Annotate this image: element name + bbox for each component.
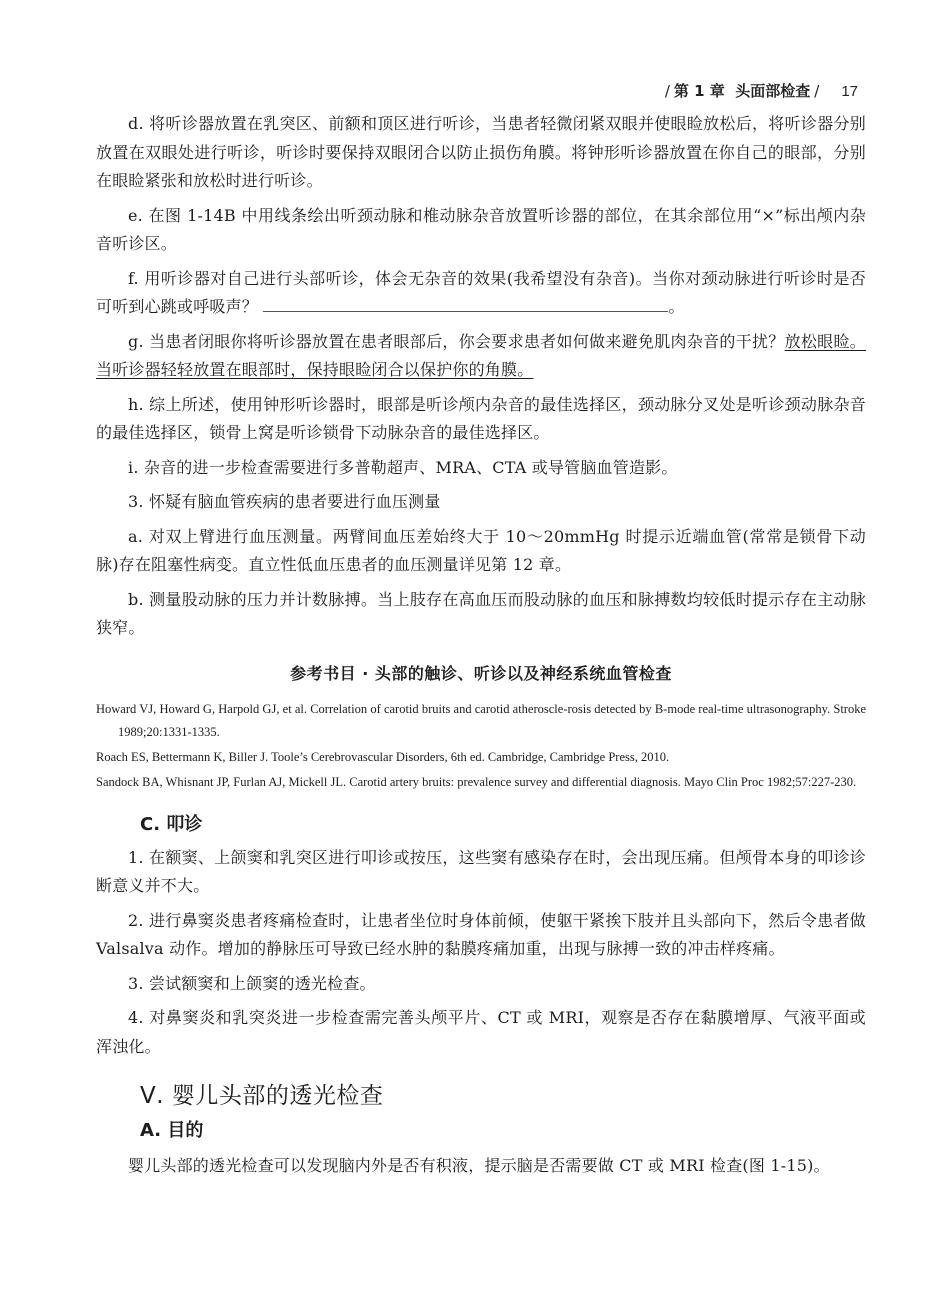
paragraph-i: i. 杂音的进一步检查需要进行多普勒超声、MRA、CTA 或导管脑血管造影。 (128, 457, 678, 477)
paragraph-g-answer: 放松眼睑。当听诊器轻轻放置在眼部时，保持眼睑闭合以保护你的角膜。 (96, 331, 866, 379)
header-slash-right: / (814, 82, 820, 100)
paragraph-f (96, 265, 866, 322)
paragraph-f-text: f. 用听诊器对自己进行头部听诊，体会无杂音的效果(我希望没有杂音)。当你对颈动脉进行听诊时是否可听到心跳或呼吸声？ (96, 268, 866, 316)
reference-item: Roach ES, Bettermann K, Biller J. Toole’s Cerebrovascular Disorders, 6th ed. Cambridge, Cambridge Press, 2010. (96, 749, 670, 764)
page-number: 17 (841, 83, 858, 100)
chapter-label: 第 1 章 (673, 82, 725, 100)
paragraph-h: h. 综上所述，使用钟形听诊器时，眼部是听诊颅内杂音的最佳选择区，颈动脉分叉处是听诊颈动脉杂音的最佳选择区，锁骨上窝是听诊锁骨下动脉杂音的最佳选择区。 (96, 394, 866, 442)
reference-item: Sandock BA, Whisnant JP, Furlan AJ, Mickell JL. Carotid artery bruits: prevalence survey and differential diagnosis. Mayo Clin Proc 1982;57:227-230. (96, 774, 857, 789)
paragraph-f-end: 。 (668, 297, 685, 316)
paragraph-3a: a. 对双上臂进行血压测量。两臂间血压差始终大于 10～20mmHg 时提示近端血管(常常是锁骨下动脉)存在阻塞性病变。直立性低血压患者的血压测量详见第 12 章。 (96, 526, 866, 574)
section-c-item-2: 2. 进行鼻窦炎患者疼痛检查时，让患者坐位时身体前倾，使躯干紧挨下肢并且头部向下，然后令患者做 Valsalva 动作。增加的静脉压可导致已经水肿的黏膜疼痛加重，出现与脉搏一致的冲击样疼痛。 (96, 910, 866, 958)
paragraph-g (96, 328, 866, 385)
running-header (661, 80, 858, 101)
section-v-text: 婴儿头部的透光检查可以发现脑内外是否有积液，提示脑是否需要做 CT 或 MRI 检查(图 1-15)。 (128, 1156, 830, 1175)
paragraph-d: d. 将听诊器放置在乳突区、前额和顶区进行听诊，当患者轻微闭紧双眼并使眼睑放松后，将听诊器分别放置在双眼处进行听诊，听诊时要保持双眼闭合以防止损伤角膜。将钟形听诊器放置在你自己的眼部，分别在眼睑紧张和放松时进行听诊。 (96, 114, 866, 190)
section-c-heading: C. 叩诊 (140, 813, 203, 835)
chapter-title: 头面部检查 (735, 82, 811, 100)
page-body (96, 110, 866, 1187)
paragraph-g-text: g. 当患者闭眼你将听诊器放置在患者眼部后，你会要求患者如何做来避免肌肉杂音的干扰？ (128, 331, 785, 351)
reference-item: Howard VJ, Howard G, Harpold GJ, et al. Correlation of carotid bruits and carotid atheroscle-rosis detected by B-mode real-time ultrasonography. Stroke 1989;20:1331-1335. (96, 701, 866, 739)
answer-blank (263, 295, 668, 312)
section-c-item-4: 4. 对鼻窦炎和乳突炎进一步检查需完善头颅平片、CT 或 MRI，观察是否存在黏膜增厚、气液平面或浑浊化。 (96, 1008, 866, 1056)
section-c-item-3: 3. 尝试额窦和上颌窦的透光检查。 (128, 973, 376, 993)
paragraph-3b: b. 测量股动脉的压力并计数脉搏。当上肢存在高血压而股动脉的血压和脉搏数均较低时提示存在主动脉狭窄。 (96, 589, 866, 637)
section-v-subheading: A. 目的 (140, 1120, 204, 1141)
paragraph-e: e. 在图 1-14B 中用线条绘出听颈动脉和椎动脉杂音放置听诊器的部位，在其余部位用“×”标出颅内杂音听诊区。 (96, 205, 866, 253)
section-c-item-1: 1. 在额窦、上颌窦和乳突区进行叩诊或按压，这些窦有感染存在时，会出现压痛。但颅骨本身的叩诊诊断意义并不大。 (96, 847, 866, 895)
paragraph-3: 3. 怀疑有脑血管疾病的患者要进行血压测量 (128, 492, 441, 511)
header-slash-left: / (664, 82, 670, 100)
section-v-heading: Ⅴ. 婴儿头部的透光检查 (140, 1083, 384, 1109)
bibliography-title: 参考书目 · 头部的触诊、听诊以及神经系统血管检查 (290, 663, 672, 683)
